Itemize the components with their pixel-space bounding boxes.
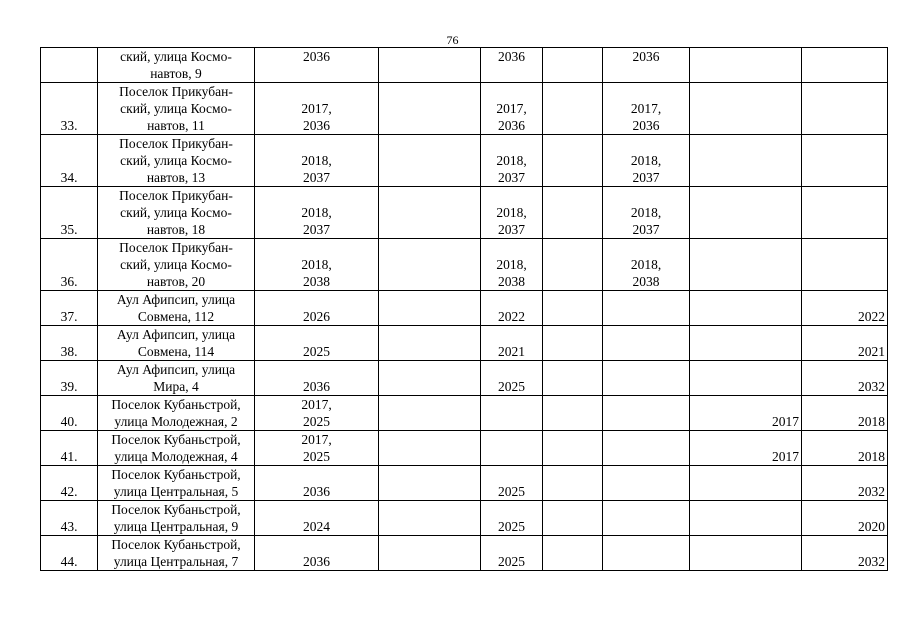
cell-year-6: [690, 501, 802, 536]
cell-number: 43.: [41, 501, 98, 536]
cell-year-4: [543, 135, 603, 187]
table-row: [41, 326, 888, 361]
cell-year-1: [255, 239, 379, 291]
cell-line: Совмена, 114: [137, 344, 215, 359]
cell-year-5: [603, 501, 690, 536]
cell-year-7: [802, 326, 888, 361]
cell-line: улица Молодежная, 2: [114, 414, 238, 429]
cell-year-2: [379, 431, 481, 466]
buildings-table: [40, 47, 888, 571]
cell-line: улица Центральная, 9: [113, 519, 239, 534]
cell-year-6: [690, 187, 802, 239]
cell-year-4: [543, 326, 603, 361]
cell-year-1: [255, 48, 379, 83]
cell-line: 2018: [858, 449, 885, 464]
cell-line: ский, улица Космо-: [120, 257, 232, 272]
cell-line: 2022: [858, 309, 885, 324]
cell-line: ский, улица Космо-: [120, 49, 232, 64]
cell-line: 2017,: [630, 101, 662, 116]
cell-address: [98, 48, 255, 83]
table-row: [41, 536, 888, 571]
cell-year-5: [603, 536, 690, 571]
cell-year-1: [255, 536, 379, 571]
cell-line: 2017,: [301, 397, 332, 412]
cell-line: 2021: [498, 344, 525, 359]
cell-line: 2037: [303, 170, 330, 185]
cell-number: 41.: [41, 431, 98, 466]
cell-line: 2018,: [630, 257, 662, 272]
cell-year-6: [690, 291, 802, 326]
cell-year-6: [690, 83, 802, 135]
cell-number: [41, 48, 98, 83]
table-row: [41, 466, 888, 501]
cell-year-4: [543, 431, 603, 466]
cell-year-3: [481, 501, 543, 536]
cell-year-4: [543, 396, 603, 431]
cell-year-1: [255, 501, 379, 536]
table-row: [41, 501, 888, 536]
cell-year-5: [603, 187, 690, 239]
table-row: [41, 291, 888, 326]
cell-line: 2037: [632, 170, 660, 185]
cell-number: 35.: [41, 187, 98, 239]
cell-year-6: [690, 466, 802, 501]
cell-year-1: [255, 135, 379, 187]
cell-number: 42.: [41, 466, 98, 501]
cell-number: 37.: [41, 291, 98, 326]
cell-year-1: [255, 396, 379, 431]
cell-year-5: [603, 48, 690, 83]
cell-year-6: [690, 536, 802, 571]
cell-year-7: [802, 291, 888, 326]
cell-year-1: [255, 466, 379, 501]
cell-line: Аул Афипсип, улица: [116, 327, 236, 342]
cell-year-2: [379, 396, 481, 431]
cell-year-4: [543, 48, 603, 83]
cell-line: 2036: [632, 118, 660, 133]
cell-year-4: [543, 466, 603, 501]
cell-year-2: [379, 48, 481, 83]
cell-line: Мира, 4: [153, 379, 199, 394]
cell-address: [98, 361, 255, 396]
cell-line: Поселок Кубаньстрой,: [111, 502, 241, 517]
cell-year-7: [802, 135, 888, 187]
table-row: [41, 187, 888, 239]
cell-line: 2017,: [301, 101, 332, 116]
cell-line: 2017: [772, 449, 799, 464]
cell-line: 2038: [632, 274, 660, 289]
cell-line: навтов, 11: [147, 118, 205, 133]
cell-year-1: [255, 326, 379, 361]
cell-line: ский, улица Космо-: [120, 101, 232, 116]
cell-line: 2024: [303, 519, 330, 534]
cell-line: навтов, 18: [146, 222, 206, 237]
cell-line: 2036: [303, 49, 330, 64]
cell-line: 2025: [303, 344, 330, 359]
cell-line: Аул Афипсип, улица: [116, 292, 236, 307]
cell-line: 2018: [858, 414, 885, 429]
page-number: 76: [446, 33, 459, 47]
cell-year-6: [690, 361, 802, 396]
cell-line: 2036: [498, 118, 525, 133]
cell-line: 2017: [772, 414, 799, 429]
table-row: [41, 396, 888, 431]
cell-number: 40.: [41, 396, 98, 431]
cell-year-4: [543, 361, 603, 396]
cell-year-4: [543, 239, 603, 291]
cell-line: 2036: [498, 49, 525, 64]
cell-year-4: [543, 536, 603, 571]
cell-address: [98, 466, 255, 501]
cell-line: 2032: [858, 484, 885, 499]
cell-line: 2025: [303, 414, 330, 429]
cell-year-3: [481, 187, 543, 239]
cell-line: Поселок Кубаньстрой,: [111, 397, 241, 412]
cell-line: Совмена, 112: [137, 309, 215, 324]
cell-line: Поселок Кубаньстрой,: [111, 467, 241, 482]
cell-number: 33.: [41, 83, 98, 135]
cell-year-7: [802, 466, 888, 501]
cell-line: 2036: [303, 554, 330, 569]
cell-line: 2018,: [496, 205, 527, 220]
cell-year-3: [481, 466, 543, 501]
cell-line: Поселок Кубаньстрой,: [111, 432, 241, 447]
cell-line: 2018,: [496, 153, 527, 168]
cell-year-3: [481, 326, 543, 361]
cell-year-5: [603, 431, 690, 466]
cell-year-7: [802, 83, 888, 135]
cell-year-4: [543, 187, 603, 239]
cell-year-2: [379, 291, 481, 326]
cell-year-3: [481, 431, 543, 466]
cell-year-2: [379, 326, 481, 361]
cell-year-2: [379, 501, 481, 536]
cell-number: 38.: [41, 326, 98, 361]
cell-address: [98, 83, 255, 135]
cell-line: навтов, 13: [146, 170, 206, 185]
cell-year-7: [802, 239, 888, 291]
cell-year-6: [690, 135, 802, 187]
cell-line: Поселок Прикубан-: [119, 240, 233, 255]
cell-year-2: [379, 536, 481, 571]
cell-year-6: [690, 326, 802, 361]
cell-line: 2026: [303, 309, 330, 324]
cell-line: 2017,: [496, 101, 527, 116]
cell-line: Поселок Прикубан-: [119, 84, 233, 99]
cell-year-3: [481, 48, 543, 83]
cell-year-7: [802, 431, 888, 466]
cell-year-4: [543, 291, 603, 326]
cell-year-1: [255, 187, 379, 239]
cell-line: 2021: [858, 344, 885, 359]
cell-year-2: [379, 187, 481, 239]
cell-line: 2038: [303, 274, 330, 289]
cell-line: 2037: [498, 170, 525, 185]
cell-year-6: [690, 48, 802, 83]
cell-line: 2036: [632, 49, 660, 64]
cell-line: улица Центральная, 5: [113, 484, 239, 499]
cell-year-4: [543, 501, 603, 536]
cell-year-1: [255, 361, 379, 396]
table-row: [41, 431, 888, 466]
cell-year-1: [255, 291, 379, 326]
cell-line: навтов, 20: [146, 274, 206, 289]
cell-line: Поселок Кубаньстрой,: [111, 537, 241, 552]
cell-line: 2025: [303, 449, 330, 464]
cell-line: улица Центральная, 7: [113, 554, 239, 569]
cell-line: 2037: [498, 222, 525, 237]
cell-line: 2018,: [496, 257, 527, 272]
cell-line: 2025: [498, 519, 525, 534]
cell-address: [98, 431, 255, 466]
table-row: [41, 239, 888, 291]
cell-year-6: [690, 431, 802, 466]
cell-year-5: [603, 396, 690, 431]
cell-line: 2036: [303, 379, 330, 394]
cell-line: 2032: [858, 379, 885, 394]
cell-address: [98, 187, 255, 239]
cell-year-7: [802, 501, 888, 536]
cell-address: [98, 326, 255, 361]
cell-line: 2036: [303, 118, 330, 133]
cell-year-3: [481, 239, 543, 291]
cell-line: Аул Афипсип, улица: [116, 362, 236, 377]
cell-year-2: [379, 361, 481, 396]
cell-year-2: [379, 239, 481, 291]
cell-year-4: [543, 83, 603, 135]
cell-year-3: [481, 135, 543, 187]
cell-year-5: [603, 326, 690, 361]
cell-year-2: [379, 466, 481, 501]
cell-line: 2018,: [301, 205, 332, 220]
cell-line: 2037: [303, 222, 330, 237]
cell-year-2: [379, 135, 481, 187]
cell-year-2: [379, 83, 481, 135]
cell-line: Поселок Прикубан-: [119, 136, 233, 151]
cell-year-3: [481, 361, 543, 396]
cell-year-3: [481, 536, 543, 571]
cell-line: 2017,: [301, 432, 332, 447]
cell-address: [98, 536, 255, 571]
cell-line: ский, улица Космо-: [120, 153, 232, 168]
cell-number: 44.: [41, 536, 98, 571]
cell-line: 2022: [498, 309, 525, 324]
cell-line: 2018,: [301, 153, 332, 168]
cell-year-7: [802, 396, 888, 431]
cell-address: [98, 291, 255, 326]
cell-line: улица Молодежная, 4: [114, 449, 238, 464]
cell-year-3: [481, 396, 543, 431]
cell-line: 2037: [632, 222, 660, 237]
cell-line: 2020: [858, 519, 885, 534]
cell-year-1: [255, 83, 379, 135]
cell-year-6: [690, 396, 802, 431]
cell-year-5: [603, 135, 690, 187]
cell-year-6: [690, 239, 802, 291]
table-row: [41, 135, 888, 187]
table-row: [41, 83, 888, 135]
cell-line: 2025: [498, 484, 525, 499]
cell-line: 2018,: [630, 205, 662, 220]
cell-address: [98, 135, 255, 187]
cell-line: навтов, 9: [150, 66, 202, 81]
cell-year-5: [603, 361, 690, 396]
cell-year-5: [603, 466, 690, 501]
cell-year-1: [255, 431, 379, 466]
cell-year-5: [603, 83, 690, 135]
cell-year-7: [802, 48, 888, 83]
cell-year-7: [802, 187, 888, 239]
cell-line: 2032: [858, 554, 885, 569]
cell-line: 2025: [498, 554, 525, 569]
cell-address: [98, 396, 255, 431]
cell-address: [98, 239, 255, 291]
cell-number: 36.: [41, 239, 98, 291]
cell-line: Поселок Прикубан-: [119, 188, 233, 203]
table-row: [41, 361, 888, 396]
cell-number: 39.: [41, 361, 98, 396]
cell-line: ский, улица Космо-: [120, 205, 232, 220]
table-row: [41, 48, 888, 83]
cell-line: 2025: [498, 379, 525, 394]
cell-year-5: [603, 239, 690, 291]
cell-year-5: [603, 291, 690, 326]
cell-number: 34.: [41, 135, 98, 187]
cell-line: 2038: [498, 274, 525, 289]
cell-year-3: [481, 291, 543, 326]
cell-line: 2018,: [630, 153, 662, 168]
cell-address: [98, 501, 255, 536]
cell-year-7: [802, 536, 888, 571]
cell-year-7: [802, 361, 888, 396]
cell-year-3: [481, 83, 543, 135]
cell-line: 2018,: [301, 257, 332, 272]
cell-line: 2036: [303, 484, 330, 499]
table-body: [41, 48, 888, 571]
